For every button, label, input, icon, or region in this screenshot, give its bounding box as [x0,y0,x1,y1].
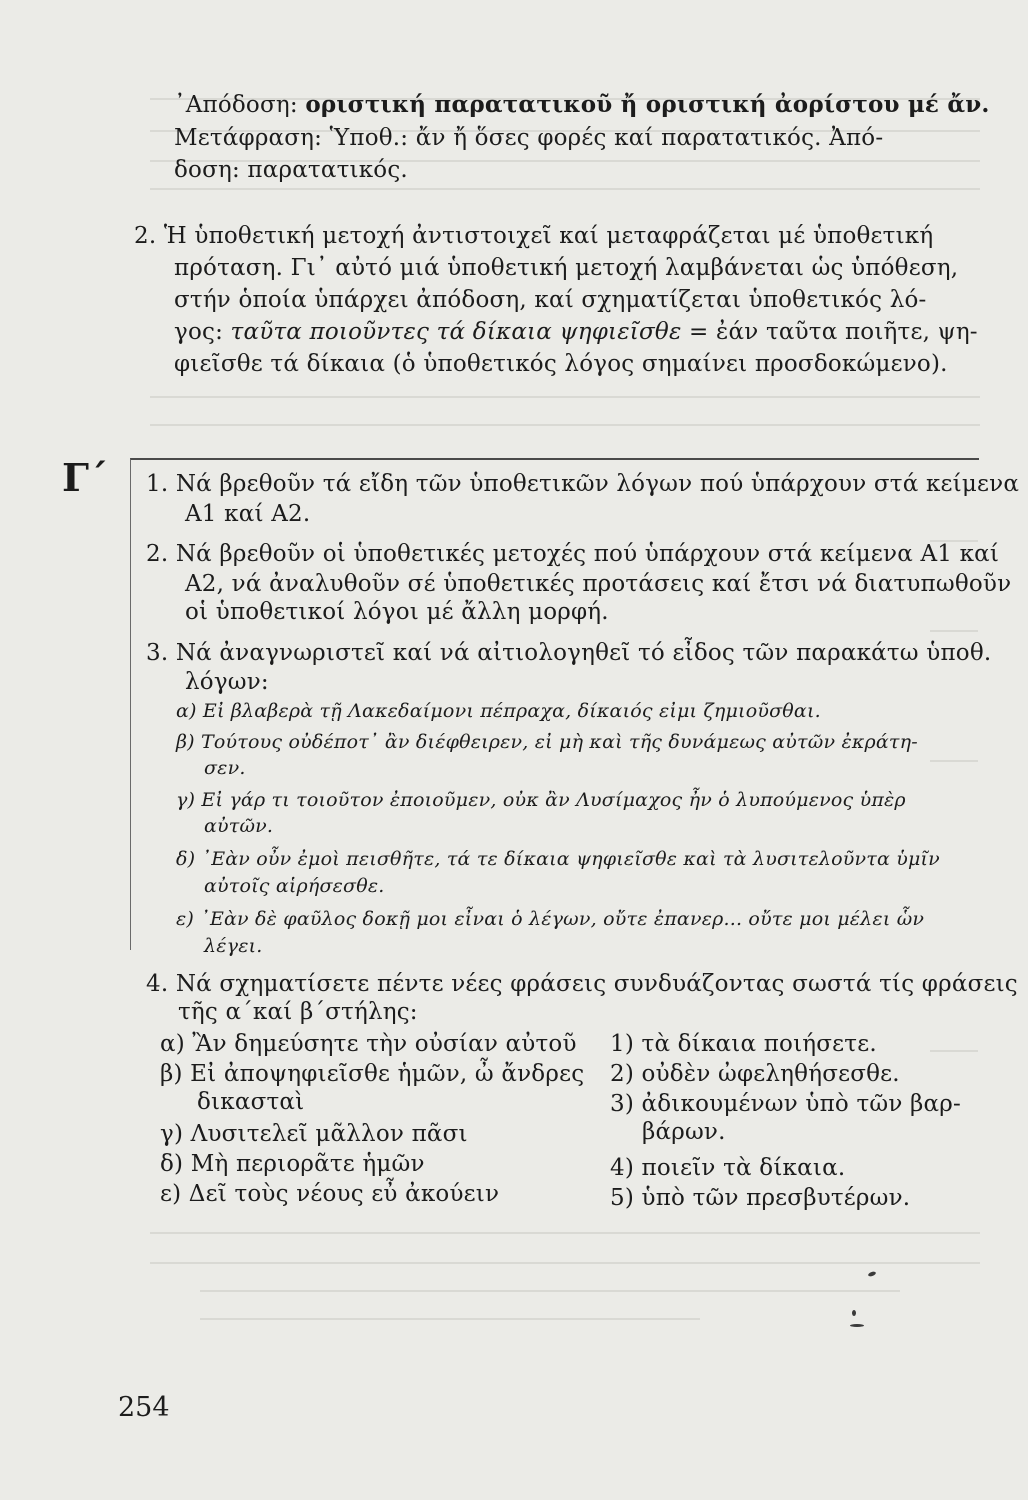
column-a-item-e: ε) Δεῖ τοὺς νέους εὖ ἀκούειν [160,1181,500,1207]
ink-mark [850,1324,864,1327]
column-b-item-3-line-1: 3) ἀδικουμένων ὑπὸ τῶν βαρ- [610,1091,961,1117]
question-1-line-1: 1. Νά βρεθοῦν τά εἴδη τῶν ὑποθετικῶν λόγων πού ὑπάρχουν στά κείμενα [146,471,1020,497]
point2-greek-example: ταῦτα ποιοῦντες τά δίκαια ψηφιεῖσθε [230,319,682,345]
ink-mark [868,1271,877,1277]
question-3-item-c-line-1: γ) Εἰ γάρ τι τοιοῦτον ἐποιοῦμεν, οὐκ ἂν Λυσίμαχος ἦν ὁ λυπούμενος ὑπὲρ [176,789,906,811]
apodosi-label: ᾿Απόδοση: [174,92,298,118]
column-b-item-5: 5) ὑπὸ τῶν πρεσβυτέρων. [610,1185,911,1211]
point2-line-3: στήν ὁποία ὑπάρχει ἀπόδοση, καί σχηματίζεται ὑποθετικός λό- [174,287,927,313]
question-3-item-d-line-2: αὐτοῖς αἱρήσεσθε. [204,875,385,897]
question-2-line-2: Α2, νά ἀναλυθοῦν σέ ὑποθετικές προτάσεις καί ἔτσι νά διατυπωθοῦν [185,571,1012,597]
question-4-line-1: 4. Νά σχηματίσετε πέντε νέες φράσεις συνδυάζοντας σωστά τίς φράσεις [146,971,1018,997]
question-3-item-b-line-2: σεν. [204,757,246,779]
question-1-line-2: Α1 καί Α2. [185,501,311,527]
point2-line-4 [174,318,978,346]
column-a-item-b-line-1: β) Εἰ ἀποψηφιεῖσθε ἡμῶν, ὦ ἄνδρες [160,1061,585,1087]
column-b-item-2: 2) οὐδὲν ὠφεληθήσεσθε. [610,1061,900,1087]
question-3-item-d-line-1: δ) ᾿Εὰν οὖν ἐμοὶ πεισθῆτε, τά τε δίκαια ψηφιεῖσθε καὶ τὰ λυσιτελοῦντα ὑμῖν [176,848,940,870]
page-number: 254 [118,1392,170,1423]
apodosi-definition: οριστική παρατατικοῦ ἤ οριστική ἀορίστου μέ ἄν. [305,91,990,118]
column-a-item-a: α) Ἂν δημεύσητε τὴν οὐσίαν αὐτοῦ [160,1031,577,1057]
column-b-item-1: 1) τὰ δίκαια ποιήσετε. [610,1031,877,1057]
question-3-line-2: λόγων: [185,669,269,695]
column-a-item-c: γ) Λυσιτελεῖ μᾶλλον πᾶσι [160,1121,468,1147]
ink-mark [852,1310,856,1316]
question-2-line-1: 2. Νά βρεθοῦν οἱ ὑποθετικές μετοχές πού ὑπάρχουν στά κείμενα Α1 καί [146,541,1000,567]
question-3-item-a: α) Εἰ βλαβερὰ τῇ Λακεδαίμονι πέπραχα, δίκαιός εἰμι ζημιοῦσθαι. [176,700,821,722]
point2-line-1: 2. Ἡ ὑποθετική μετοχή ἀντιστοιχεῖ καί μεταφράζεται μέ ὑποθετική [134,223,934,249]
point2-line-4-start: γος: [174,319,231,345]
question-4-line-2: τῆς α΄καί β΄στήλης: [178,999,418,1025]
question-3-item-e-line-1: ε) ᾿Εὰν δὲ φαῦλος δοκῇ μοι εἶναι ὁ λέγων, οὔτε ἐπανερ... οὔτε μοι μέλει ὧν [176,908,925,930]
question-2-line-3: οἱ ὑποθετικοί λόγοι μέ ἄλλη μορφή. [185,599,609,625]
section-label: Γ΄ [62,455,108,500]
intro-line-1 [174,91,990,119]
question-3-item-c-line-2: αὐτῶν. [204,815,274,837]
point2-line-5: φιεῖσθε τά δίκαια (ὁ ὑποθετικός λόγος σημαίνει προσδοκώμενο). [174,351,948,377]
column-a-item-d: δ) Μὴ περιορᾶτε ἡμῶν [160,1151,425,1177]
question-3-item-e-line-2: λέγει. [204,935,263,957]
point2-line-2: πρόταση. Γι᾿ αὐτό μιά ὑποθετική μετοχή λαμβάνεται ὡς ὑπόθεση, [174,255,959,281]
column-b-item-4: 4) ποιεῖν τὰ δίκαια. [610,1155,846,1181]
point2-line-4-end: = ἐάν ταῦτα ποιῆτε, ψη- [681,319,978,345]
intro-line-2: Μετάφραση: Ὑποθ.: ἄν ἤ ὅσες φορές καί παρατατικός. Ἀπό- [174,125,884,151]
column-b-item-3-line-2: βάρων. [642,1119,726,1145]
question-3-line-1: 3. Νά ἀναγνωριστεῖ καί νά αἰτιολογηθεῖ τό εἶδος τῶν παρακάτω ὑποθ. [146,640,992,666]
question-3-item-b-line-1: β) Τούτους οὐδέποτ᾿ ἂν διέφθειρεν, εἰ μὴ καὶ τῆς δυνάμεως αὐτῶν ἐκράτη- [176,731,918,753]
column-a-item-b-line-2: δικασταὶ [197,1089,305,1115]
intro-line-3: δοση: παρατατικός. [174,157,408,183]
